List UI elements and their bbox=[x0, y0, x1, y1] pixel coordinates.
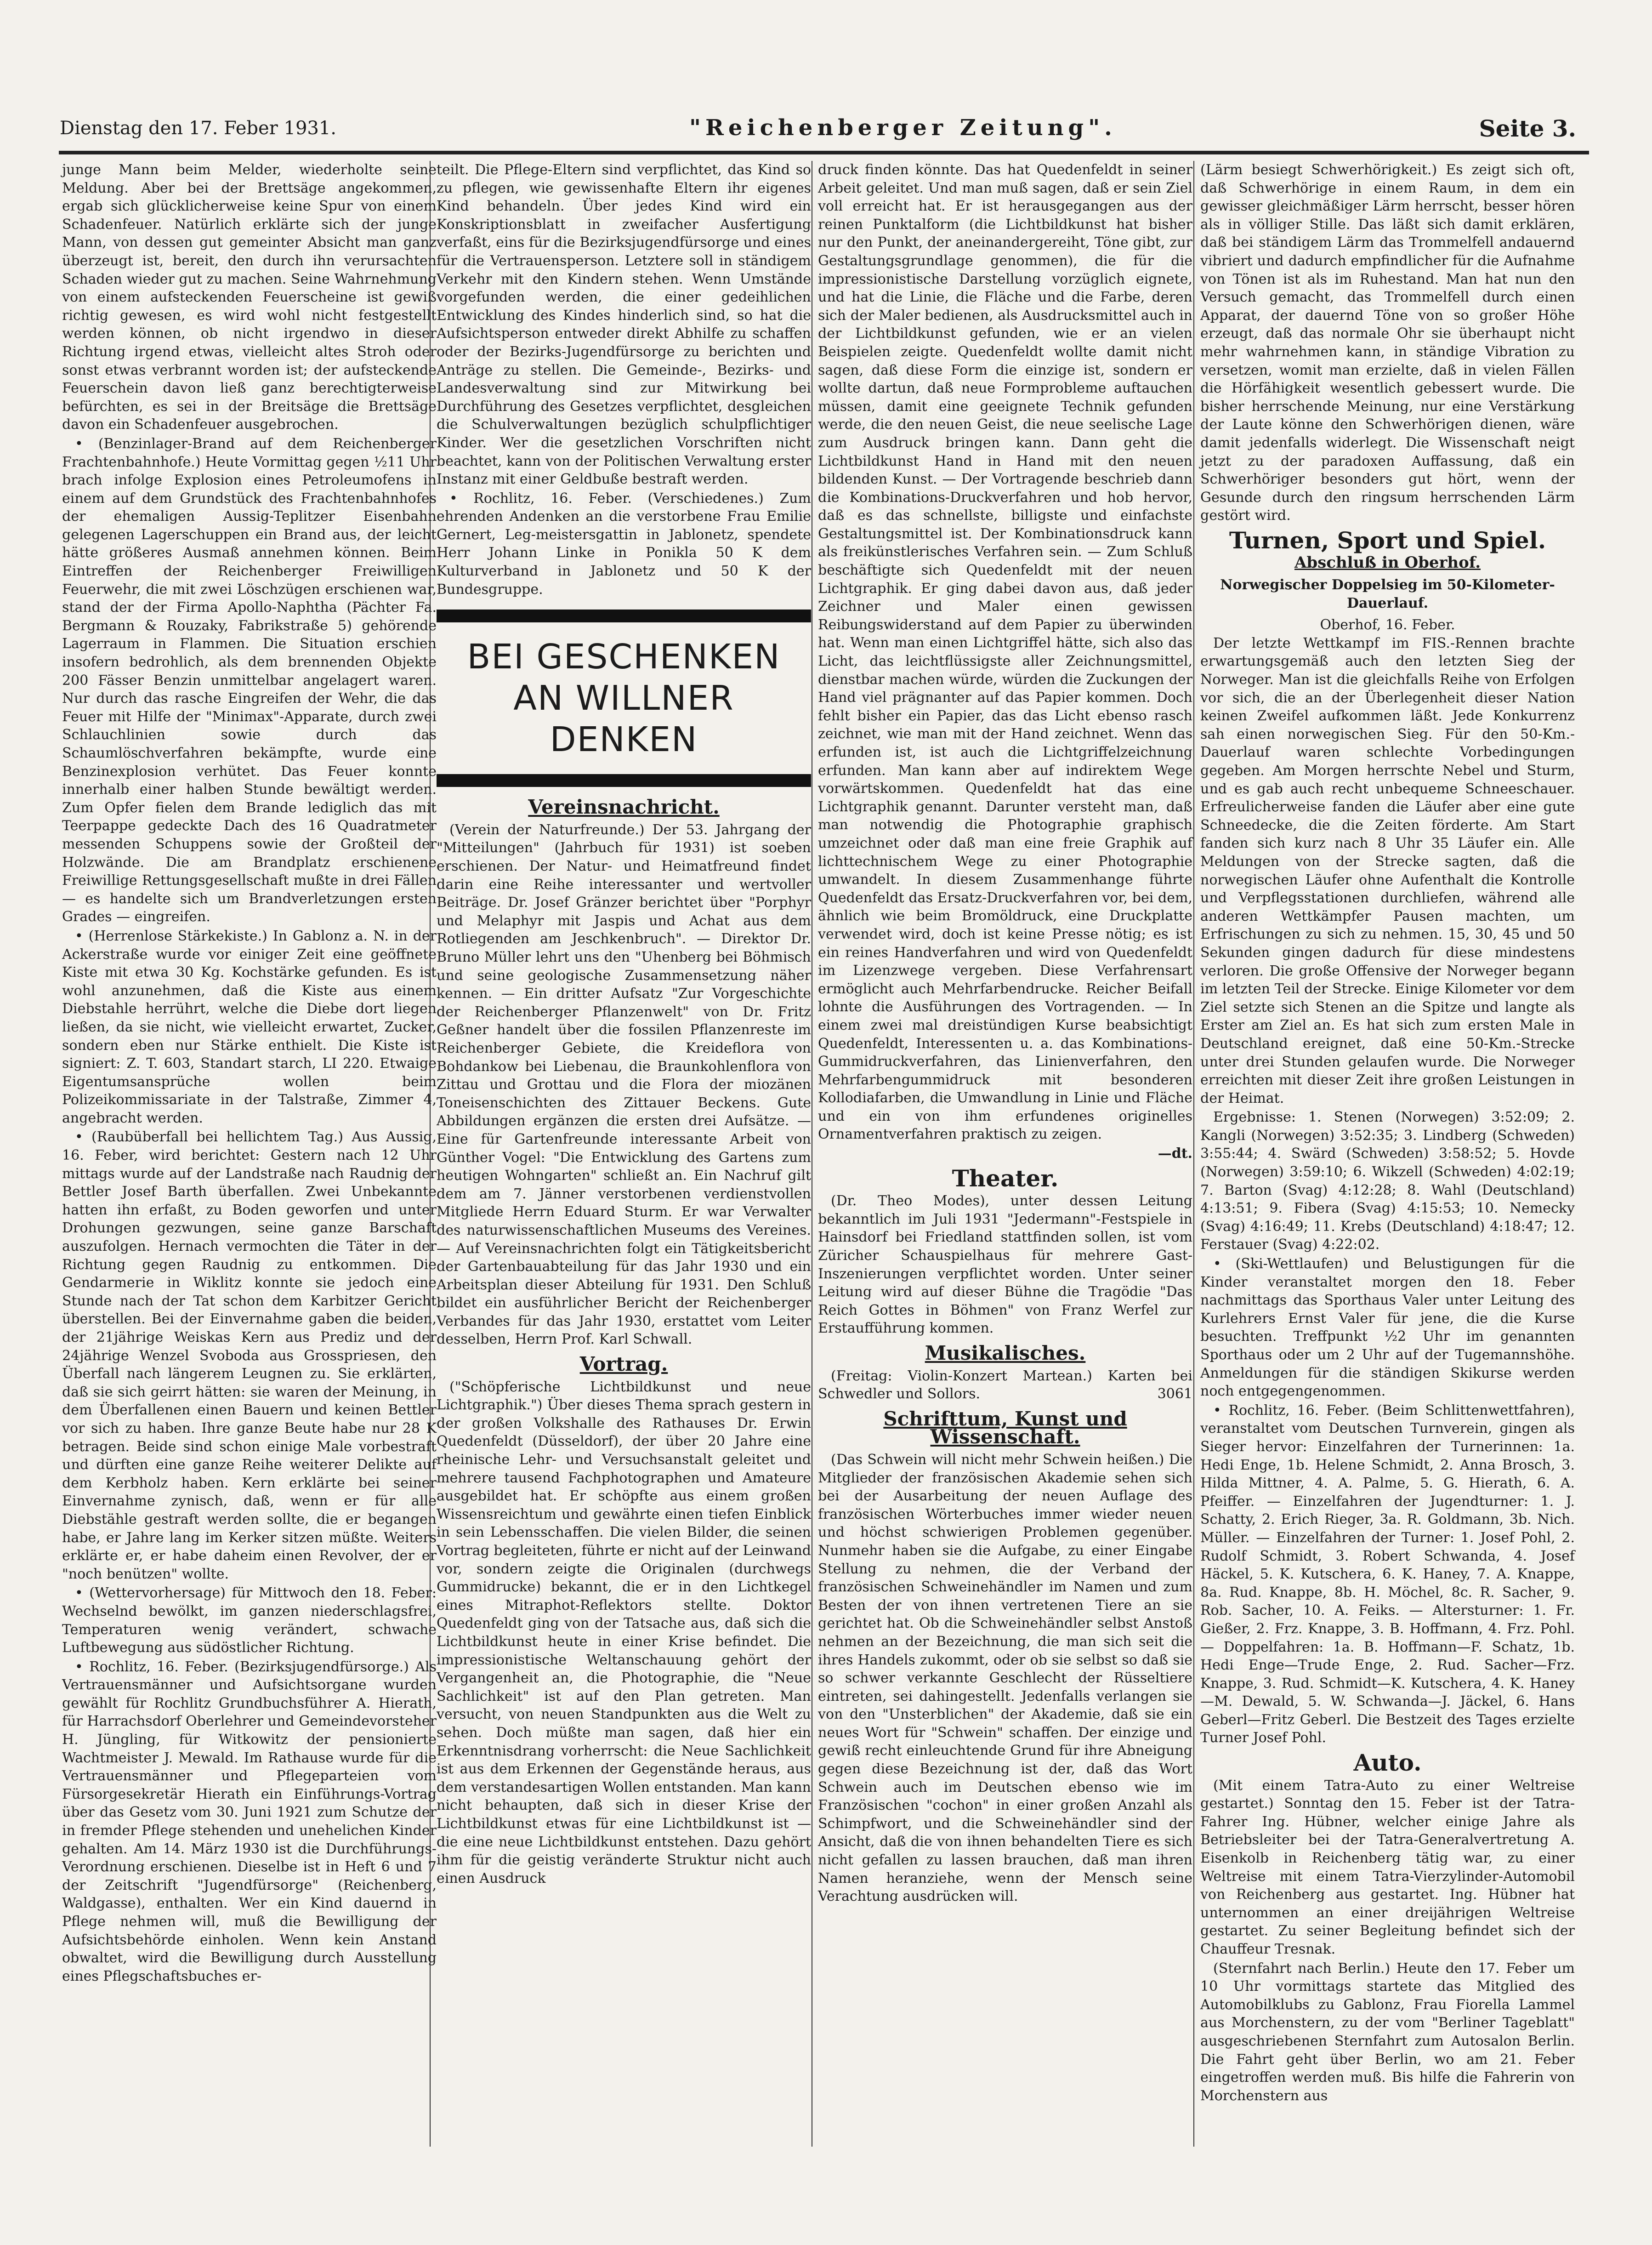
concert-notice: (Freitag: Violin-Konzert Martean.) Karten bei Schwedler und Sollors. bbox=[818, 1368, 1192, 1402]
article-paragraph: (Verein der Naturfreunde.) Der 53. Jahrgang der "Mitteilungen" (Jahrbuch für 1931) ist soeben erschienen. Der Natur- und Heimatfreund findet darin eine Reihe interessanter und wertvoller Beiträge. Dr. Josef Gränzer berichtet über "Porphyr und Melaphyr mit Jaspis und Achat aus dem Rotliegenden am Jeschkenbruch". — Direktor Dr. Bruno Müller lehrt uns den "Uhenberg bei Böhmisch und seine geologische Zusammensetzung näher kennen. — Ein dritter Aufsatz "Zur Vorgeschichte der Reichenberger Pflanzenwelt" von Dr. Fritz Geßner handelt über die fossilen Pflanzenreste im Reichenberger Gebiete, die Kreideflora von Bohdankow bei Liebenau, die Braunkohlenflora von Zittau und Grottau und die Flora der miozänen Toneisenschichten des Zittauer Beckens. Gute Abbildungen ergänzen die ersten drei Aufsätze. — Eine für Gartenfreunde interessante Arbeit von Günther Vogel: "Die Entwicklung des Gartens zum heutigen Wohngarten" schließt an. Ein Nachruf gilt dem am 7. Jänner verstorbenen verdienstvollen Mitgliede Herrn Eduard Sturm. Er war Verwalter des naturwissenschaftlichen Museums des Vereines. — Auf Vereinsnachrichten folgt ein Tätigkeitsbericht der Gartenbauabteilung für das Jahr 1930 und ein Arbeitsplan dieser Abteilung für 1931. Den Schluß bildet ein ausführlicher Bericht der Reichenberger Verbandes für das Jahr 1930, erstattet vom Leiter desselben, Herrn Prof. Karl Schwall. bbox=[437, 821, 811, 1348]
section-heading: Theater. bbox=[952, 1164, 1059, 1192]
dateline: Oberhof, 16. Feber. bbox=[1320, 617, 1455, 633]
subheading: Abschluß in Oberhof. bbox=[1294, 553, 1481, 572]
ad-line-1: BEI GESCHENKEN bbox=[467, 637, 781, 677]
section-heading: Musikalisches. bbox=[925, 1342, 1086, 1364]
advertisement bbox=[437, 610, 811, 787]
section-heading: Turnen, Sport und Spiel. bbox=[1229, 526, 1546, 554]
article-paragraph: • (Ski-Wettlaufen) und Belustigungen für die Kinder veranstaltet morgen den 18. Feber nachmittags das Sporthaus Valer unter Leitung des Kurlehrers Ernst Valer für jene, die die Kurse besuchten. Treffpunkt ½2 Uhr im genannten Sporthaus oder um 2 Uhr auf der Tugemannshöhe. Anmeldungen für die ständigen Skikurse werden noch entgegengenommen. bbox=[1200, 1256, 1575, 1400]
article-paragraph: druck finden könnte. Das hat Quedenfeldt in seiner Arbeit geleitet. Und man muß sagen, daß er sein Ziel voll erreicht hat. Er ist herausgegangen aus der reinen Punktalform (die Lichtbildkunst hat bisher nur den Punkt, der aneinandergereiht, Töne gibt, zur Gestaltungsgrundlage genommen), die für die impressionistische Darstellung vorzüglich eignete, und hat die Linie, die Fläche und die Farbe, deren sich der Maler bedienen, als Ausdrucksmittel auch in der Lichtbildkunst gefunden, wie er an vielen Beispielen zeigte. Quedenfeldt wollte damit nicht sagen, daß diese Form die einzige ist, sondern er wollte dartun, daß neue Formprobleme auftauchen müssen, damit eine geeignete Technik gefunden werde, die den neuen Geist, die neue seelische Lage zum Ausdruck bringen kann. Dann geht die Lichtbildkunst Hand in Hand mit den neuen bildenden Kunst. — Der Vortragende beschrieb dann die Kombinations-Druckverfahren und hob hervor, daß es das schnellste, billigste und einfachste Gestaltungsmittel ist. Der Kombinationsdruck kann als freikünstlerisches Verfahren sein. — Zum Schluß beschäftigte sich Quedenfeldt mit der neuen Lichtgraphik. Er ging dabei davon aus, daß jeder Zeichner und Maler einen gewissen Reibungswiderstand auf dem Papier zu überwinden hat. Wenn man einen Lichtgriffel hätte, sich also das Licht, das leichtflüssigste aller Zeichnungsmittel, dienstbar machen würde, würden die Zuckungen der Hand viel prägnanter auf das Papier kommen. Doch fehlt bisher ein Papier, das das Licht ebenso rasch zeichnet, wie man mit der Hand zeichnet. Wenn das erfunden ist, ist auch die Lichtgriffelzeichnung erfunden. Man kann aber auf indirektem Wege vorwärtskommen. Quedenfeldt hat das eine Lichtgraphik genannt. Darunter versteht man, daß man notwendig die Photographie graphisch umzeichnet oder daß man eine freie Graphik auf lichttechnischem Wege zu einer Photographie umwandelt. In diesem Zusammenhange führte Quedenfeldt das Ersatz-Druckverfahren vor, bei dem, ähnlich wie beim Bromöldruck, eine Druckplatte verwendet wird, doch ist keine Presse nötig; es ist ein reines Handverfahren und wird von Quedenfeldt im Lizenzwege vergeben. Diese Verfahrensart ermöglicht auch Mehrfarbendrucke. Reicher Beifall lohnte die Ausführungen des Vortragenden. — In einem zwei mal dreistündigen Kurse beabsichtigt Quedenfeldt, Interessenten u. a. das Kombinations-Gummidruckverfahren, das Linienverfahren, den Mehrfarbengummidruck mit besonderen Kollodiafarben, die Umwandlung in Linie und Fläche und ein von ihm erfundenes originelles Ornamentverfahren praktisch zu zeigen. bbox=[818, 162, 1192, 1143]
page-header bbox=[60, 115, 1576, 148]
article-paragraph: • Rochlitz, 16. Feber. (Verschiedenes.) Zum ehrenden Andenken an die verstorbene Frau Emilie Gernert, Leg-meistersgattin in Jablonetz, spendete Herr Johann Linke in Ponikla 50 K dem Kulturverband in Jablonetz und 50 K der Bundesgruppe. bbox=[437, 490, 811, 598]
article-paragraph: (Sternfahrt nach Berlin.) Heute den 17. Feber um 10 Uhr vormittags startete das Mitglied des Automobilklubs zu Gablonz, Frau Fiorella Lammel aus Morchenstern, zu der vom "Berliner Tageblatt" ausgeschriebenen Sternfahrt zum Autosalon Berlin. Die Fahrt geht über Berlin, wo am 21. Feber eingetroffen werden muß. Bis hilfe die Fahrerin von Morchenstern aus bbox=[1200, 1960, 1575, 2104]
ad-number: 3061 bbox=[1157, 1386, 1192, 1402]
column-4 bbox=[1200, 161, 1575, 2106]
section-heading: Auto. bbox=[1353, 1749, 1422, 1777]
column-3 bbox=[818, 161, 1192, 1907]
article-paragraph: • Rochlitz, 16. Feber. (Beim Schlittenwettfahren), veranstaltet vom Deutschen Turnverein, gingen als Sieger hervor: Einzelfahren der Turnerinnen: 1a. Hedi Enge, 1b. Helene Schmidt, 2. Anna Brosch, 3. Hilda Mittner, 4. A. Palme, 5. G. Hierath, 6. A. Pfeiffer. — Einzelfahren der Jugendturner: 1. J. Schatty, 2. Erich Rieger, 3a. R. Goldmann, 3b. Nich. Müller. — Einzelfahren der Turner: 1. Josef Pohl, 2. Rudolf Schmidt, 3. Robert Schwanda, 4. Josef Häckel, 5. K. Kutschera, 6. K. Haney, 7. A. Knappe, 8a. Rud. Knappe, 8b. H. Möchel, 8c. R. Sacher, 9. Rob. Sacher, 10. A. Feiks. — Altersturner: 1. Fr. Gießer, 2. Frz. Knappe, 3. B. Hoffmann, 4. Frz. Pohl. — Doppelfahren: 1a. B. Hoffmann—F. Schatz, 1b. Hedi Enge—Trude Enge, 2. Rud. Sacher—Frz. Knappe, 3. Rud. Schmidt—K. Kutschera, 4. K. Haney—M. Dewald, 5. W. Schwanda—J. Jäckel, 6. Hans Geberl—Fritz Geberl. Die Bestzeit des Tages erzielte Turner Josef Pohl. bbox=[1200, 1402, 1575, 1746]
page-number: Seite 3. bbox=[1479, 115, 1576, 142]
newspaper-title: "Reichenberger Zeitung". bbox=[689, 115, 1117, 141]
author-signature: —dt. bbox=[1158, 1145, 1192, 1162]
column-1 bbox=[62, 161, 437, 1986]
article-paragraph: (Lärm besiegt Schwerhörigkeit.) Es zeigt sich oft, daß Schwerhörige in einem Raum, in dem ein gewisser gleichmäßiger Lärm herrscht, besser hören als in völliger Stille. Das läßt sich damit erklären, daß bei ständigem Lärm das Trommelfell andauernd vibriert und dadurch empfindlicher für die Aufnahme von Tönen ist als im Ruhestand. Man hat nun den Versuch gemacht, das Trommelfell durch einen Apparat, der dauernd Töne von so großer Höhe erzeugt, daß das normale Ohr sie überhaupt nicht mehr wahrnehmen kann, in ständige Vibration zu versetzen, womit man erzielte, daß in vielen Fällen die Hörfähigkeit wesentlich gebessert wurde. Die bisher herrschende Meinung, nur eine Verstärkung der Laute könne den Schwerhörigen dienen, wäre damit jedenfalls widerlegt. Die Wissenschaft neigt jetzt zu der paradoxen Auffassung, daß ein Schwerhöriger besonders gut hört, wenn der Gesunde durch den ringsum herrschenden Lärm gestört wird. bbox=[1200, 162, 1575, 524]
column-divider bbox=[1193, 161, 1194, 2147]
article-paragraph: junge Mann beim Melder, wiederholte seine Meldung. Aber bei der Brettsäge angekommen, ergab sich glücklicherweise keine Spur von einem Schadenfeuer. Natürlich erklärte sich der junge Mann, von dessen gut gemeinter Absicht man ganz überzeugt ist, bereit, den durch ihn verursachten Schaden wieder gut zu machen. Seine Wahrnehmung von einem aufsteckenden Feuerscheine ist gewiß richtig gewesen, es wird wohl nicht festgestellt werden können, ob nicht irgendwo in dieser Richtung irgend etwas, vielleicht altes Stroh oder sonst etwas verbrannt worden ist; der aufsteckende Feuerschein davon ließ ganz berechtigterweise befürchten, es sei in der Breitsäge die Brettsäge davon ein Schadenfeuer ausgebrochen. bbox=[62, 162, 437, 433]
article-paragraph bbox=[818, 1367, 1192, 1403]
article-paragraph: • (Wettervorhersage) für Mittwoch den 18. Feber: Wechselnd bewölkt, im ganzen niederschlagsfrei, Temperaturen wenig verändert, schwache Luftbewegung aus südöstlicher Richtung. bbox=[62, 1585, 437, 1656]
section-heading: Schrifttum, Kunst und Wissenschaft. bbox=[883, 1407, 1127, 1448]
article-paragraph: (Mit einem Tatra-Auto zu einer Weltreise gestartet.) Sonntag den 15. Feber ist der Tatra-Fahrer Ing. Hübner, welcher einige Jahre als Betriebsleiter bei der Tatra-Generalvertretung A. Eisenkolb in Reichenberg tätig war, zu einer Weltreise mit einem Tatra-Vierzylinder-Automobil von Reichenberg aus gestartet. Ing. Hübner hat unternommen an einer dreijährigen Weltreise gestartet. Zu seiner Begleitung befindet sich der Chauffeur Tresnak. bbox=[1200, 1777, 1575, 1957]
section-heading: Vortrag. bbox=[579, 1353, 668, 1376]
header-rule bbox=[59, 151, 1589, 154]
article-paragraph: • (Herrenlose Stärkekiste.) In Gablonz a. N. in der Ackerstraße wurde vor einiger Zeit eine geöffnete Kiste mit etwa 30 Kg. Kochstärke gefunden. Es ist wohl anzunehmen, daß die Kiste aus einem Diebstahle herrührt, welche die Diebe dort liegen ließen, da sie nicht, wie vielleicht erwartet, Zucker, sondern eben nur Stärke enthielt. Die Kiste ist signiert: Z. T. 603, Standart starch, LI 220. Etwaige Eigentumsansprüche wollen beim Polizeikommissariate in der Talstraße, Zimmer 4, angebracht werden. bbox=[62, 928, 437, 1126]
article-paragraph: • (Raubüberfall bei hellichtem Tag.) Aus Aussig, 16. Feber, wird berichtet: Gestern nach 12 Uhr mittags wurde auf der Landstraße nach Raudnig der Bettler Josef Barth überfallen. Zwei Unbekannte hatten ihn erfaßt, zu Boden geworfen und unter Drohungen gezwungen, seine ganze Barschaft auszufolgen. Hernach vermochten die Täter in der Richtung gegen Raudnig zu entkommen. Die Gendarmerie in Wiklitz konnte sie jedoch eine Stunde nach der Tat schon dem Karbitzer Gericht überstellen. Bei der Einvernahme gaben die beiden, der 21jährige Weiskas Kern aus Prediz und der 24jährige Wenzel Svoboda aus Grosspriesen, den Überfall nach längerem Leugnen zu. Sie erklärten, daß sie sich geirrt hätten: sie waren der Meinung, in dem Überfallenen einen Bauern und keinen Bettler vor sich zu haben. Ihre ganze Beute habe nur 28 K betragen. Beide sind schon einige Male vorbestraft und dürften eine ganze Reihe weiterer Delikte auf dem Kerbholz haben. Kern erklärte bei seiner Einvernahme zynisch, daß, wenn er für alle Diebstähle gestraft werden sollte, die er begangen habe, er Jahre lang im Kerker sitzen müßte. Weiters erklärte er, er habe daheim einen Revolver, der er "noch benützen" wollte. bbox=[62, 1129, 437, 1582]
results-paragraph: Ergebnisse: 1. Stenen (Norwegen) 3:52:09; 2. Kangli (Norwegen) 3:52:35; 3. Lindberg (Schweden) 3:55:44; 4. Swärd (Schweden) 3:58:52; 5. Hovde (Norwegen) 3:59:10; 6. Wikzell (Schweden) 4:02:19; 7. Barton (Svag) 4:12:28; 8. Wahl (Deutschland) 4:13:51; 9. Fibera (Svag) 4:15:53; 10. Nemecky (Svag) 4:16:49; 11. Krebs (Deutschland) 4:18:47; 12. Ferstauer (Svag) 4:22:02. bbox=[1200, 1109, 1575, 1253]
article-paragraph: (Dr. Theo Modes), unter dessen Leitung bekanntlich im Juli 1931 "Jedermann"-Festspiele in Hainsdorf bei Friedland stattfinden sollen, ist vom Züricher Schauspielhaus für mehrere Gast-Inszenierungen verpflichtet worden. Unter seiner Leitung wird auf dieser Bühne die Tragödie "Das Reich Gottes in Böhmen" von Franz Werfel zur Erstaufführung kommen. bbox=[818, 1193, 1192, 1337]
article-paragraph: • (Benzinlager-Brand auf dem Reichenberger Frachtenbahnhofe.) Heute Vormittag gegen ½11 Uhr brach infolge Explosion eines Petroleumofens in einem auf dem Grundstück des Frachtenbahnhofes der ehemaligen Aussig-Teplitzer Eisenbahn gelegenen Lagerschuppen ein Brand aus, der leicht hätte größeres Ausmaß annehmen können. Beim Eintreffen der Reichenberger Freiwilligen Feuerwehr, die mit zwei Löschzügen erschienen war, stand der der Firma Apollo-Naphtha (Pächter Fa. Bergmann & Rouzaky, Fabrikstraße 5) gehörende Lagerraum in Flammen. Die Situation erschien insofern bedrohlich, als dem brennenden Objekte 200 Fässer Benzin unmittelbar angelagert waren. Nur durch das rasche Eingreifen der Wehr, die das Feuer mit Hilfe der "Minimax"-Apparate, durch zwei Schlauchlinien sowie durch das Schaumlöschverfahren bekämpfte, wurde eine Benzinexplosion verhütet. Das Feuer konnte innerhalb einer halben Stunde bewältigt werden. Zum Opfer fielen dem Brande lediglich das mit Teerpappe gedeckte Dach des 16 Quadratmeter messenden Schuppens sowie der Großteil der Holzwände. Die am Brandplatz erschienene Freiwillige Rettungsgesellschaft mußte in drei Fällen — es handelte sich um Brandverletzungen ersten Grades — eingreifen. bbox=[62, 435, 437, 925]
article-paragraph: • Rochlitz, 16. Feber. (Bezirksjugendfürsorge.) Als Vertrauensmänner und Aufsichtsorgane wurden gewählt für Rochlitz Grundbuchsführer A. Hierath, für Harrachsdorf Oberlehrer und Gemeindevorsteher H. Jüngling, für Witkowitz der pensionierte Wachtmeister J. Mewald. Im Rathause wurde für die Vertrauensmänner und Pflegeparteien vom Fürsorgesekretär Hierath ein Einführungs-Vortrag über das Gesetz vom 30. Juni 1921 zum Schutze der in fremder Pflege stehenden und unehelichen Kinder gehalten. Am 14. März 1930 ist die Durchführungs-Verordnung erschienen. Dieselbe ist in Heft 6 und 7 der Zeitschrift "Jugendfürsorge" (Reichenberg, Waldgasse), enthalten. Wer ein Kind dauernd in Pflege nehmen will, muß die Bewilligung der Aufsichtsbehörde einholen. Wenn kein Anstand obwaltet, wird die Bewilligung durch Ausstellung eines Pflegschaftsbuches er- bbox=[62, 1658, 437, 1984]
article-paragraph: Der letzte Wettkampf im FIS.-Rennen brachte erwartungsgemäß auch den letzten Sieg der Norweger. Man ist die gleichfalls Reihe von Erfolgen vor sich, die an der Überlegenheit dieser Nation keinen Zweifel aufkommen läßt. Jede Konkurrenz sah einen norwegischen Sieg. Für den 50-Km.-Dauerlauf waren schlechte Vorbedingungen gegeben. Am Morgen herrschte Nebel und Sturm, und es gab auch recht unbequeme Schneeschauer. Erfreulicherweise fanden die Läufer aber eine gute Schneedecke, die die Zeiten förderte. Am Start fanden sich kurz nach 8 Uhr 35 Läufer ein. Alle Meldungen von der Strecke sagten, daß die norwegischen Läufer ohne Aufenthalt die Kontrolle und Verpflegsstationen durchliefen, während alle anderen Wettkämpfer Pausen machten, um Erfrischungen zu sich zu nehmen. 15, 30, 45 und 50 Sekunden gingen dadurch für diese mindestens verloren. Die große Offensive der Norweger begann im letzten Teil der Strecke. Einige Kilometer vor dem Ziel setzte sich Stenen an die Spitze und langte als Erster am Ziel an. Es hat sich zum ersten Male in Deutschland ereignet, daß eine 50-Km.-Strecke unter drei Stunden gelaufen wurde. Die Norweger erreichten mit dieser Zeit ihre großen Leistungen in der Heimat. bbox=[1200, 635, 1575, 1106]
header-date: Dienstag den 17. Feber 1931. bbox=[60, 118, 337, 139]
subheading: Norwegischer Doppelsieg im 50-Kilometer-Dauerlauf. bbox=[1220, 577, 1555, 611]
ad-line-2: AN WILLNER DENKEN bbox=[513, 678, 734, 760]
column-2 bbox=[437, 161, 811, 1888]
section-heading: Vereinsnachricht. bbox=[528, 796, 720, 819]
article-paragraph: teilt. Die Pflege-Eltern sind verpflichtet, das Kind so zu pflegen, wie gewissenhafte Eltern ihr eigenes Kind behandeln. Über jedes Kind wird ein Konskriptionsblatt in zweifacher Ausfertigung verfaßt, eins für die Bezirksjugendfürsorge und eines für die Vertrauensperson. Letztere soll in ständigem Verkehr mit den Kindern stehen. Wenn Umstände vorgefunden werden, die einer gedeihlichen Entwicklung des Kindes hinderlich sind, so hat die Aufsichtsperson entweder direkt Abhilfe zu schaffen oder der Bezirks-Jugendfürsorge zu berichten und Anträge zu stellen. Die Gemeinde-, Bezirks- und Landesverwaltung sind zur Mitwirkung bei Durchführung des Gesetzes verpflichtet, desgleichen die Schulverwaltungen bezüglich schulpflichtiger Kinder. Wer die gesetzlichen Vorschriften nicht beachtet, kann von der Politischen Verwaltung erster Instanz mit einer Geldbuße bestraft werden. bbox=[437, 162, 811, 488]
article-paragraph: (Das Schwein will nicht mehr Schwein heißen.) Die Mitglieder der französischen Akademie sehen sich bei der Ausarbeitung der neuen Auflage des französischen Wörterbuches immer wieder neuen und höchst schwierigen Problemen gegenüber. Nunmehr haben sie die Aufgabe, zu einer Eingabe Stellung zu nehmen, die der Verband der französischen Schweinehändler im Namen und zum Besten der von ihnen vertretenen Tiere an sie gerichtet hat. Ob die Schweinehändler selbst Anstoß nehmen an der Bezeichnung, die man sich seit die ihres Handels zukommt, oder ob sie selbst so daß sie so schwer verkannte Geschlecht der Rüsseltiere eintreten, sei dahingestellt. Jedenfalls verlangen sie von den "Unsterblichen" der Akademie, daß sie ein neues Wort für "Schwein" schaffen. Der einzige und gewiß recht einleuchtende Grund für ihre Abneigung gegen diese Bezeichnung ist der, daß das Wort Schwein auch im Deutschen ebenso wie im Französischen "cochon" in einer großen Anzahl als Schimpfwort, und die Schweinehändler sind der Ansicht, daß die von ihnen behandelten Tiere es sich nicht gefallen zu lassen brauchen, daß man ihren Namen heranziehe, wenn der Mensch seine Verachtung ausdrücken will. bbox=[818, 1451, 1192, 1905]
article-paragraph: ("Schöpferische Lichtbildkunst und neue Lichtgraphik.") Über dieses Thema sprach gestern in der großen Volkshalle des Rathauses Dr. Erwin Quedenfeldt (Düsseldorf), der über 20 Jahre eine rheinische Lehr- und Versuchsanstalt geleitet und mehrere tausend Fachphotographen und Amateure ausgebildet hat. Er schöpfte aus einem großen Wissensreichtum und gewährte einen tiefen Einblick in sein Lebensschaffen. Die vielen Bilder, die seinen Vortrag begleiteten, führte er nicht auf der Leinwand vor, sondern zeigte die Originalen (durchwegs Gummidrucke) bekannt, die er in den Lichtkegel eines Mitraphot-Reflektors stellte. Doktor Quedenfeldt ging von der Tatsache aus, daß sich die Lichtbildkunst heute in einer Krise befindet. Die impressionistische Weltanschauung gehört der Vergangenheit an, die Photographie, die "Neue Sachlichkeit" ist auf den Plan getreten. Man versucht, von neuen Standpunkten aus die Welt zu sehen. Doch müßte man sagen, daß hier ein Erkenntnisdrang vorherrscht: die Neue Sachlichkeit ist aus dem Erkennen der Gegenstände heraus, aus dem verstandesartigen Wollen entstanden. Man kann nicht behaupten, daß sich in dieser Krise der Lichtbildkunst etwas für eine Lichtbildkunst ist — die eine neue Lichtbildkunst entstehen. Dazu gehört ihm für die geistig veränderte Struktur nicht auch einen Ausdruck bbox=[437, 1379, 811, 1886]
